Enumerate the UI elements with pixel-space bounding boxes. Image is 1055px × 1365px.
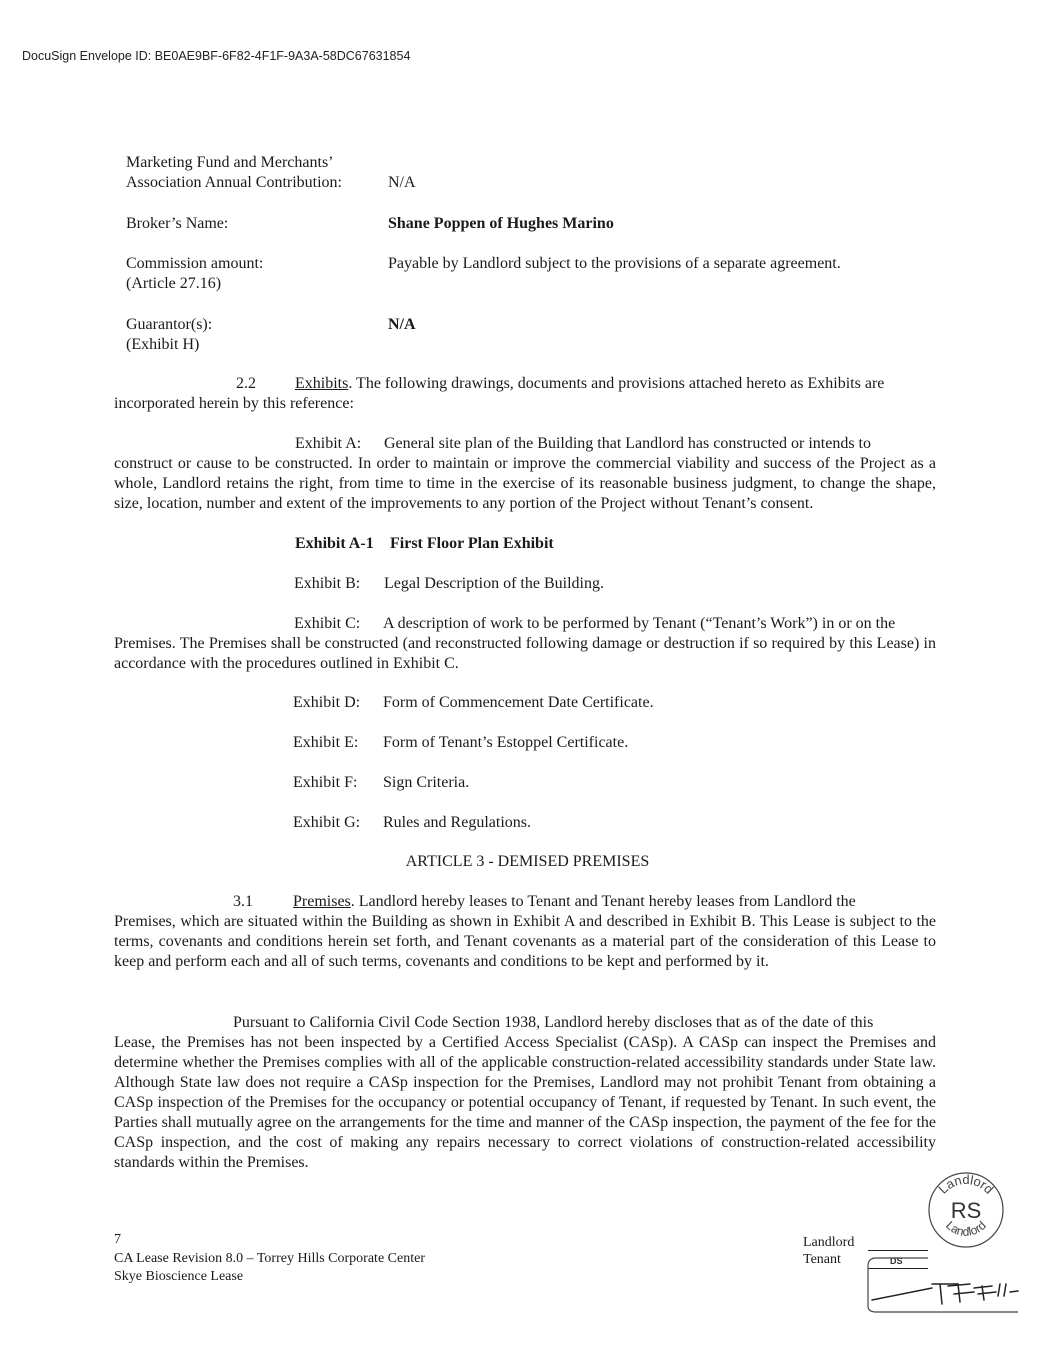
exhibit-text: Premises. The Premises shall be constructed (and reconstructed following damage or destruction if so required by this Lease) in accordance with the procedures outlined in Exhibit C. [114,635,936,672]
field-value: N/A [388,316,416,333]
footer-line: CA Lease Revision 8.0 – Torrey Hills Corporate Center [114,1251,425,1266]
page-number: 7 [114,1232,121,1247]
stamp-text-top: Landlord [935,1172,997,1197]
field-label: (Article 27.16) [126,275,222,292]
exhibit-text: General site plan of the Building that Landlord has constructed or intends to [384,435,871,452]
exhibit-b-text: Legal Description of the Building. [384,575,604,592]
svg-text:Landlord [935,1172,996,1197]
section-text: Premises, which are situated within the Building as shown in Exhibit A and described in Exhibit B. This Lease is subject to the terms, covenants and conditions herein set forth, and Tenant covenants as a material part of the consideration of this Lease to keep and perform each and all of such terms, covenants and conditions to be kept and performed by it. [114,913,936,970]
exhibit-d-text: Form of Commencement Date Certificate. [383,694,654,711]
field-value: Payable by Landlord subject to the provisions of a separate agreement. [388,255,841,272]
field-label: Marketing Fund and Merchants’ [126,154,334,171]
section-heading: Premises [293,893,351,910]
section-heading-line [295,374,884,394]
section-heading: Exhibits [295,375,349,392]
section-text: . Landlord hereby leases to Tenant and Tenant hereby leases from Landlord the [350,893,856,910]
paragraph-text: Pursuant to California Civil Code Section 1938, Landlord hereby discloses that as of the date of this [233,1014,874,1031]
exhibit-a1-text: First Floor Plan Exhibit [390,535,554,552]
exhibit-text: construct or cause to be constructed. In order to maintain or improve the commercial viability and success of the Project as a whole, Landlord retains the right, from time to time in the exercise of its reasonable business judgment, to change the shape, size, location, number and extent of the improvements to any portion of the Project without Tenant’s consent. [114,455,936,512]
landlord-label: Landlord [803,1235,855,1250]
ds-label: DS [890,1256,903,1266]
exhibit-e-label: Exhibit E: [293,734,359,751]
section-number: 2.2 [236,375,256,392]
paragraph-text: Lease, the Premises has not been inspected by a Certified Access Specialist (CASp). A CASp can inspect the Premises and determine whether the Premises complies with all of the applicable construction-related accessibility standards under State law. Although State law does not require a CASp inspection for the Premises, Landlord may not prohibit Tenant from obtaining a CASp inspection of the Premises for the occupancy or potential occupancy of Tenant, if requested by Tenant. In such event, the Parties shall mutually agree on the arrangements for the time and manner of the CASp inspection, the payment of the fee for the CASp inspection, and the cost of making any repairs necessary to correct violations of construction-related accessibility standards within the Premises. [114,1034,936,1171]
field-label: (Exhibit H) [126,336,200,353]
tenant-signature-box [862,1254,1022,1314]
field-value: N/A [388,174,416,191]
field-label: Association Annual Contribution: [126,174,342,191]
exhibit-label: Exhibit A: [295,435,362,452]
stamp-text-bottom: Landlord [943,1218,989,1239]
exhibit-text: A description of work to be performed by Tenant (“Tenant’s Work”) in or on the [383,615,896,632]
field-value: Shane Poppen of Hughes Marino [388,215,614,232]
docusign-envelope-id: DocuSign Envelope ID: BE0AE9BF-6F82-4F1F-9A3A-58DC67631854 [22,49,411,63]
article-title: ARTICLE 3 - DEMISED PREMISES [405,853,650,870]
section-number: 3.1 [233,893,253,910]
exhibit-a1-label: Exhibit A-1 [295,535,374,552]
field-label: Guarantor(s): [126,316,213,333]
field-label: Commission amount: [126,255,264,272]
tenant-initials-signature-icon [872,1284,1018,1304]
landlord-stamp-icon [926,1170,1006,1250]
exhibit-f-text: Sign Criteria. [383,774,470,791]
exhibit-b-label: Exhibit B: [294,575,361,592]
stamp-initials: RS [950,1198,982,1223]
tenant-label: Tenant [803,1252,841,1267]
exhibit-g-text: Rules and Regulations. [383,814,531,831]
section-text: incorporated herein by this reference: [114,395,354,412]
exhibit-g-label: Exhibit G: [293,814,361,831]
section-heading-line [293,892,856,912]
exhibit-label: Exhibit C: [294,615,361,632]
exhibit-d-label: Exhibit D: [293,694,361,711]
footer-line: Skye Bioscience Lease [114,1269,244,1284]
field-label: Broker’s Name: [126,215,229,232]
section-text: . The following drawings, documents and provisions attached hereto as Exhibits are [348,375,885,392]
landlord-initial-line [868,1250,928,1251]
exhibit-f-label: Exhibit F: [293,774,358,791]
exhibit-e-text: Form of Tenant’s Estoppel Certificate. [383,734,629,751]
